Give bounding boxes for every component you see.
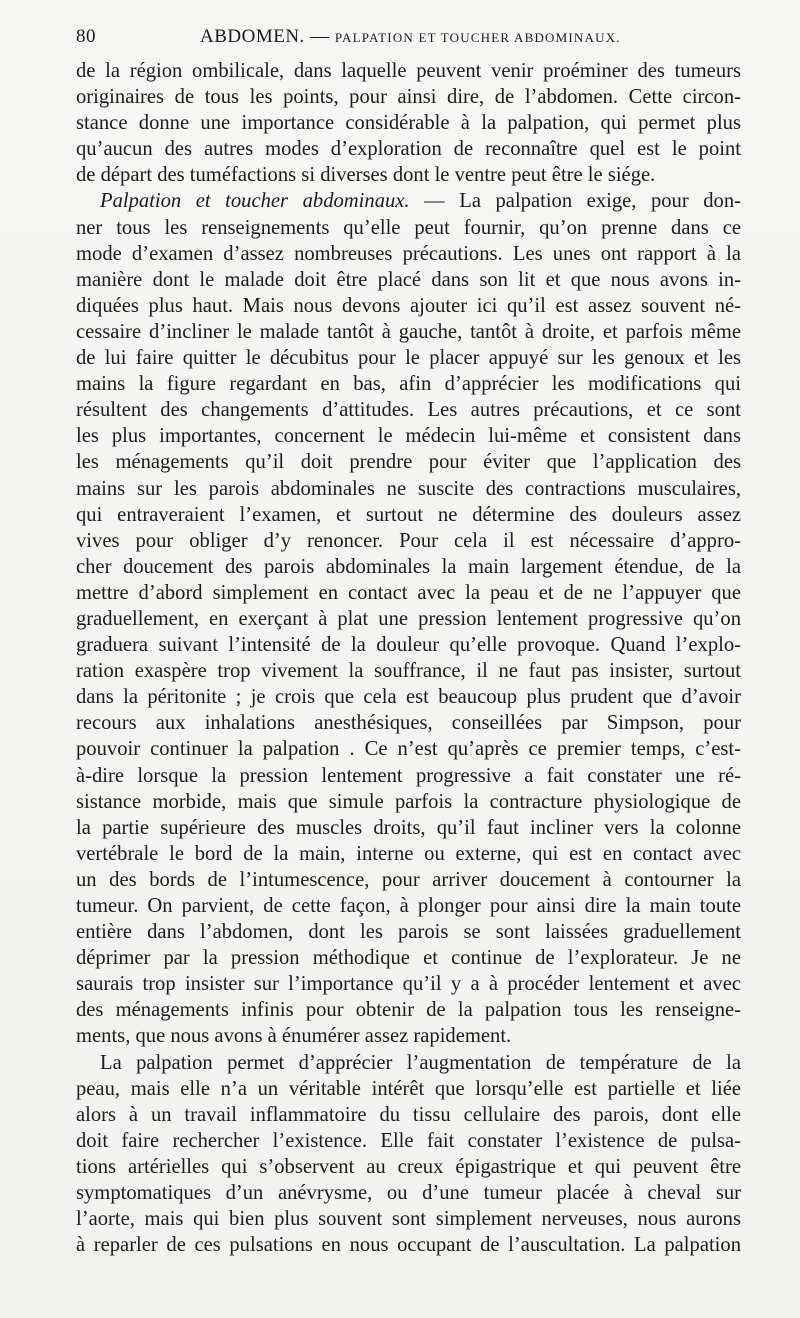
text-line: peau, mais elle n’a un véritable intérêt que lorsqu’elle est partielle et liée xyxy=(76,1077,741,1100)
paragraph-start-line: La palpation permet d’apprécier l’augmentation de température de la xyxy=(100,1051,741,1074)
text-line: à reparler de ces pulsations en nous occupant de l’auscultation. La palpation xyxy=(76,1234,741,1257)
text-line: mode d’examen d’assez nombreuses précautions. Les unes ont rapport à la xyxy=(76,242,741,265)
text-line: tions artérielles qui s’observent au creux épigastrique et qui peuvent être xyxy=(76,1155,741,1178)
text-line: vertébrale le bord de la main, interne ou externe, qui est en contact avec xyxy=(76,842,741,865)
text-line: graduera suivant l’intensité de la douleur qu’elle provoque. Quand l’explo- xyxy=(76,634,741,657)
section-heading-line xyxy=(76,188,741,214)
text-line: sistance morbide, mais que simule parfois la contracture physiologique de xyxy=(76,790,741,813)
text-line: résultent des changements d’attitudes. Les autres précautions, et ce sont xyxy=(76,399,741,422)
text-line: ner tous les renseignements qu’elle peut fournir, qu’on prenne dans ce xyxy=(76,216,741,239)
text-line: déprimer par la pression méthodique et continue de l’explorateur. Je ne xyxy=(76,947,741,970)
text-line: mains la figure regardant en bas, afin d’apprécier les modifications qui xyxy=(76,373,741,396)
text-line: graduellement, en exerçant à plat une pression lentement progressive qu’on xyxy=(76,607,741,630)
text-line: mettre d’abord simplement en contact avec la peau et de ne l’appuyer que xyxy=(76,581,741,604)
text-line: de départ des tuméfactions si diverses dont le ventre peut être le siége. xyxy=(76,164,656,187)
heading-continuation: — La palpation exige, pour don- xyxy=(409,190,741,213)
text-line: saurais trop insister sur l’importance qu’il y a à procéder lentement et avec xyxy=(76,973,741,996)
text-line: ments, que nous avons à énumérer assez rapidement. xyxy=(76,1025,512,1048)
title-dash: — xyxy=(310,26,330,47)
text-line: alors à un travail inflammatoire du tissu cellulaire des parois, dont elle xyxy=(76,1103,741,1126)
text-line: manière dont le malade doit être placé dans son lit et que nous avons in- xyxy=(76,268,741,291)
running-title xyxy=(200,26,621,48)
page-body xyxy=(76,58,741,1258)
text-line: symptomatiques d’un anévrysme, ou d’une tumeur placée à cheval sur xyxy=(76,1182,741,1205)
text-line: vives pour obliger d’y renoncer. Pour cela il est nécessaire d’appro- xyxy=(76,529,741,552)
text-line: dans la péritonite ; je crois que cela est beaucoup plus prudent que d’avoir xyxy=(76,686,741,709)
text-line: diquées plus haut. Mais nous devons ajouter ici qu’il est assez souvent né- xyxy=(76,294,741,317)
text-line: de la région ombilicale, dans laquelle peuvent venir proéminer des tumeurs xyxy=(76,60,741,82)
running-header xyxy=(76,26,740,52)
text-line: un des bords de l’intumescence, pour arriver doucement à contourner la xyxy=(76,868,741,891)
text-line: cher doucement des parois abdominales la main largement étendue, de la xyxy=(76,555,741,578)
text-line: de lui faire quitter le décubitus pour le placer appuyé sur les genoux et les xyxy=(76,347,741,370)
text-line: pouvoir continuer la palpation . Ce n’est qu’après ce premier temps, c’est- xyxy=(76,738,741,761)
text-line: cessaire d’incliner le malade tantôt à gauche, tantôt à droite, et parfois même xyxy=(76,320,741,343)
text-line: entière dans l’abdomen, dont les parois se sont laissées graduellement xyxy=(76,921,741,944)
text-line: doit faire rechercher l’existence. Elle fait constater l’existence de pulsa- xyxy=(76,1129,741,1152)
text-line: les plus importantes, concernent le médecin lui-même et consistent dans xyxy=(76,425,741,448)
text-line: les ménagements qu’il doit prendre pour éviter que l’application des xyxy=(76,451,741,474)
section-title: ABDOMEN. xyxy=(200,26,305,47)
text-line: des ménagements infinis pour obtenir de la palpation tous les renseigne- xyxy=(76,999,741,1022)
text-line: qui entraveraient l’examen, et surtout ne détermine des douleurs assez xyxy=(76,503,741,526)
text-line: la partie supérieure des muscles droits, qu’il faut incliner vers la colonne xyxy=(76,816,741,839)
page-number: 80 xyxy=(76,26,96,47)
text-line: qu’aucun des autres modes d’exploration de reconnaître quel est le point xyxy=(76,138,741,161)
text-line: à-dire lorsque la pression lentement progressive a fait constater une ré- xyxy=(76,764,741,787)
section-heading: Palpation et toucher abdominaux. xyxy=(100,190,410,213)
text-line: ration exaspère trop vivement la souffrance, il ne faut pas insister, surtout xyxy=(76,660,741,683)
text-line: originaires de tous les points, pour ainsi dire, de l’abdomen. Cette circon- xyxy=(76,86,741,109)
text-line: stance donne une importance considérable à la palpation, qui permet plus xyxy=(76,112,741,135)
text-line: l’aorte, mais qui bien plus souvent sont simplement nerveuses, nous aurons xyxy=(76,1208,741,1231)
section-subtitle: PALPATION ET TOUCHER ABDOMINAUX. xyxy=(334,30,621,45)
text-line: tumeur. On parvient, de cette façon, à plonger pour ainsi dire la main toute xyxy=(76,895,741,917)
text-line: mains sur les parois abdominales ne suscite des contractions musculaires, xyxy=(76,477,741,500)
text-line: recours aux inhalations anesthésiques, conseillées par Simpson, pour xyxy=(76,712,741,735)
